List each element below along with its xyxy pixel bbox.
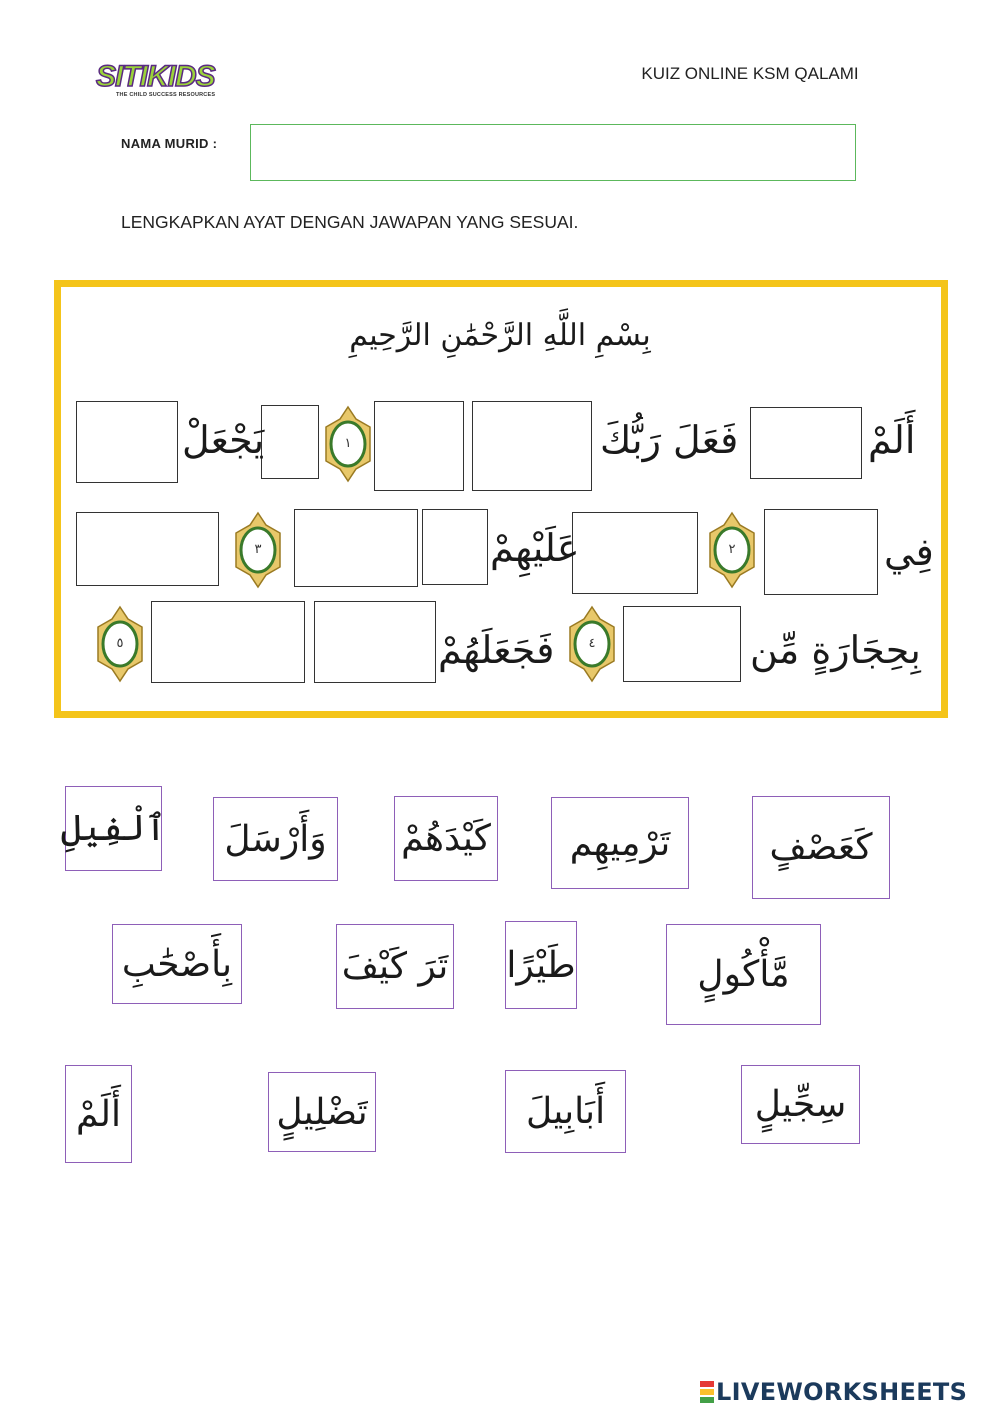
basmala: بِسْمِ اللَّهِ الرَّحْمَٰنِ الرَّحِيمِ [349, 318, 651, 353]
verse-word: أَلَمْ [868, 418, 916, 462]
liveworksheets-brand [700, 1378, 967, 1406]
verse-word: فِي [884, 530, 934, 574]
word-tile[interactable]: كَيْدَهُمْ [394, 796, 498, 881]
ayah-marker-4 [566, 605, 618, 683]
answer-blank[interactable] [572, 512, 698, 594]
verse-word: فَعَلَ رَبُّكَ [600, 418, 739, 462]
ayah-number: ١ [344, 436, 352, 451]
quiz-title: KUIZ ONLINE KSM QALAMI [641, 64, 859, 83]
verse-word: فَجَعَلَهُمْ [438, 628, 555, 672]
answer-blank[interactable] [750, 407, 862, 479]
ayah-number: ٣ [254, 542, 262, 557]
word-tile[interactable]: تَرْمِيهِم [551, 797, 689, 889]
liveworksheets-logo-icon [700, 1381, 714, 1403]
answer-blank[interactable] [76, 401, 178, 483]
answer-blank[interactable] [76, 512, 219, 586]
answer-blank[interactable] [374, 401, 464, 491]
instruction-text: LENGKAPKAN AYAT DENGAN JAWAPAN YANG SESUAI. [121, 212, 579, 232]
answer-blank[interactable] [623, 606, 741, 682]
answer-blank[interactable] [472, 401, 592, 491]
word-tile[interactable]: طَيْرًا [505, 921, 577, 1009]
ayah-number: ٥ [116, 636, 124, 651]
ayah-marker-5 [94, 605, 146, 683]
word-tile[interactable]: سِجِّيلٍ [741, 1065, 860, 1144]
word-tile[interactable]: أَبَابِيلَ [505, 1070, 626, 1153]
ayah-marker-2 [706, 511, 758, 589]
word-tile[interactable]: أَلَمْ [65, 1065, 132, 1163]
word-tile[interactable]: كَعَصْفٍ [752, 796, 890, 899]
word-tile[interactable]: تَضْلِيلٍ [268, 1072, 376, 1152]
answer-blank[interactable] [314, 601, 436, 683]
verse-word: بِحِجَارَةٍ مِّن [750, 628, 921, 672]
logo-wordmark: SITIKIDS [96, 60, 215, 93]
ayah-number: ٢ [728, 542, 736, 557]
verse-word: يَجْعَلْ [182, 418, 265, 462]
word-tile[interactable]: مَّأْكُولٍ [666, 924, 821, 1025]
ayah-marker-1 [322, 405, 374, 483]
ayah-marker-3 [232, 511, 284, 589]
student-name-label: NAMA MURID : [121, 136, 218, 151]
answer-blank[interactable] [764, 509, 878, 595]
answer-blank[interactable] [261, 405, 319, 479]
answer-blank[interactable] [422, 509, 488, 585]
word-tile[interactable]: بِأَصْحَٰبِ [112, 924, 242, 1004]
verse-word: عَلَيْهِمْ [490, 526, 580, 570]
word-tile[interactable]: ٱلْفِيلِ [65, 786, 162, 871]
logo-tagline: THE CHILD SUCCESS RESOURCES [116, 92, 216, 98]
ayah-number: ٤ [588, 636, 596, 651]
answer-blank[interactable] [294, 509, 418, 587]
brand-text: LIVEWORKSHEETS [716, 1378, 968, 1406]
word-tile[interactable]: وَأَرْسَلَ [213, 797, 338, 881]
word-tile[interactable]: تَرَ كَيْفَ [336, 924, 454, 1009]
sitikids-logo [96, 62, 226, 108]
student-name-input[interactable] [250, 124, 856, 181]
answer-blank[interactable] [151, 601, 305, 683]
